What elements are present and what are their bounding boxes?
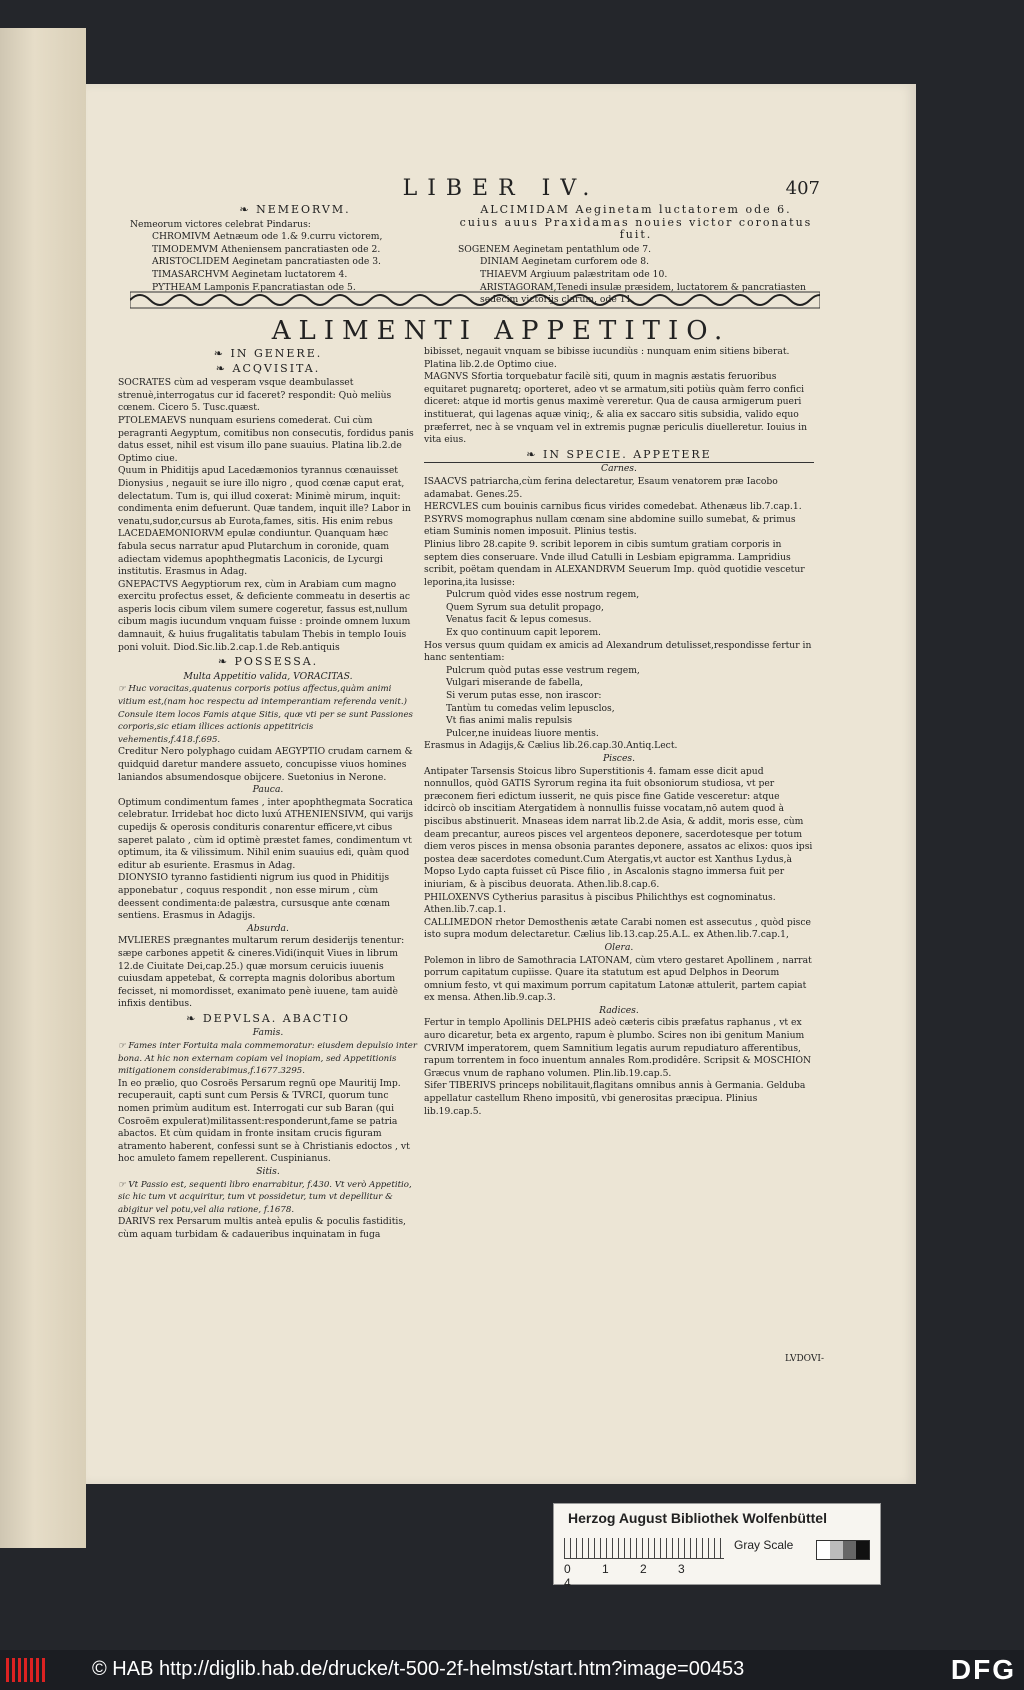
hab-label: Herzog August Bibliothek Wolfenbüttel <box>568 1510 827 1526</box>
ruler-number: 2 <box>640 1562 647 1576</box>
ruler-number: 0 <box>564 1562 571 1576</box>
note: ☞ Fames inter Fortuita mala commemoratur: eiusdem depulsio inter bona. At hic non externam copiam vel inopiam, sed Appetitionis mitigationem considerabimus,f.1677.3295. <box>118 1041 417 1077</box>
paragraph: MAGNVS Sfortia torquebatur facilè siti, quum in magnis æstatis feruoribus equitaret pugnaretq; oporteret, adeo vt se armatum,siti potiùs quàm ferro confici diceret: atque id mortis genus maximè vereretur. Qua de causa armigerum pueri instituerat, qui lagenas aquæ viniq;, & alia ex saccaro sitis subsidia, valido equo præferret, nec à se vnquam vel in extremis pugnæ periculis diuelleretur. Iouius in vita eius. <box>424 371 808 446</box>
paragraph: Plinius libro 28.capite 9. scribit leporem in cibis sumtum gratiam corporis in septem dies conseruare. Vnde illud Catulli in Lesbiam epigramma. Lampridius scribit, poëtam quendam in ALEXANDRVM Seuerum Imp. quòd quotidie vescetur leporina,ita lusisse: <box>424 538 805 588</box>
subheading: Multa Appetitio valida, VORACITAS. <box>183 670 353 682</box>
subheading: Pisces. <box>602 753 636 764</box>
verse-line: Si verum putas esse, non irascor: <box>446 690 602 702</box>
subheading: Pauca. <box>252 784 284 796</box>
paragraph: Sifer TIBERIVS princeps nobilitauit,flagitans omnibus annis à Germania. Gelduba appellatur castellum Rheno impositū, vbi generositas præcipua. Plinius lib.19.cap.5. <box>424 1080 806 1117</box>
subheading: Sitis. <box>256 1166 280 1177</box>
subheading: Carnes. <box>601 463 637 475</box>
subheading: Famis. <box>252 1027 284 1039</box>
list-line: ALCIMIDAM Aeginetam luctatorem ode 6. cuius auus Praxidamas nouies victor coronatus fuit. <box>459 203 813 242</box>
running-header: LIBER IV. <box>402 176 600 201</box>
paragraph: Optimum condimentum fames , inter apophthegmata Socratica celebratur. Irridebat hoc dicto luxú ATHENIENSIVM, qui varijs cupedijs & operosis condituris conarentur efficere,vt cibus saperet palato , cùm id optimè præstet fames, condimentum vt optimum, ita & vilissimum. Nihil enim suauius edi, quàm quod editur ab esuriente. Erasmus in Adag. <box>118 796 414 871</box>
dfg-logo: DFG <box>950 1654 1016 1685</box>
paragraph: Polemon in libro de Samothracia LATONAM, cùm vtero gestaret Apollinem , narrat porrum capitatum cupiisse. Quare ita statutum est apud Delphos in Deorum omnium festo, vt qui maximum porrum capitatum Latonæ attulerit, partem capiat ex mensa. Athen.lib.9.cap.3. <box>424 954 812 1004</box>
paragraph: Erasmus in Adagijs,& Cælius lib.26.cap.30.Antiq.Lect. <box>424 740 678 752</box>
paragraph: CALLIMEDON rhetor Demosthenis ætate Carabi nomen est assecutus , quòd pisce isto supra modum delectaretur. Cælius lib.13.cap.25.A.L. ex Athen.lib.7.cap.1, <box>424 916 811 941</box>
verse-line: Pulcrum quòd putas esse vestrum regem, <box>446 664 640 676</box>
note: ☞ Vt Passio est, sequenti libro enarrabitur, f.430. Vt verò Appetitio, sic hic tum vt acquiritur, tum vt possidetur, tum vt depellitur & abigitur vel potu,vel alia ratione, f.1678. <box>118 1179 412 1215</box>
left-column <box>118 346 418 1242</box>
paragraph: Antipater Tarsensis Stoicus libro Superstitionis 4. famam esse dicit apud nonnullos, quòd GATIS Syrorum regina ita fuit obsoniorum studiosa, vt per præconem fieri edictum iusserit, ne quis pisce fine Gatide vesceretur: atque idcircò ob inscitiam Atergatidem à nonnullis fuisse vocatam,nō autem quod à piscibus abstinuerit. Mnaseas idem narrat lib.2.de Asia, & addit, moris esse, cùm deam precantur, aureos pisces vel argenteos deponere, sacerdotesque per totum diem veros pisces in mensa obsonia parantes deponere, assatos ac elixos: quos ipsi postea deæ sacerdotes comedunt.Cum Atergatis,vt auctor est Xanthus Lydus,à Mopso Lydo capta fuisset cū Pisce filio , in Ascalonis stagno immersa fuit per iniuriam, & à piscibus deuorata. Athen.lib.8.cap.6. <box>424 765 813 890</box>
nemeorum-list-left <box>130 202 460 294</box>
paragraph: MVLIERES prægnantes multarum rerum desiderijs tenentur: sæpe carbones appetit & cineres.Vidi(inquit Viues in librum 12.de Ciuitate Dei,cap.25.) quæ morsum ceruicis iuuenis cuiusdam appetebat, & correpta magnis doloribus abortum fecisset, ni momordisset, exanimato penè iuuene, tam auidè infixis dentibus. <box>118 935 405 1010</box>
paragraph: Quum in Phiditijs apud Lacedæmonios tyrannus cœnauisset Dionysius , negauit se iure illo nigro , quod cœnæ caput erat, delectatum. Tum is, qui illud coxerat: Minimè mirum, inquit: condimenta enim defuerunt. Quæ tandem, inquit ille? Labor in venatu,sudor,cursus ab Eurota,fames, sitis. His enim rebus LACEDAEMONIORVM epulæ condiuntur. Quanquam hæc fabula secus narratur apud Plutarchum in coronide, quam adiectam videmus apophthegmatis Laconicis, de Lycurgi institutis. Erasmus in Adag. <box>118 465 411 578</box>
paragraph: PHILOXENVS Cytherius parasitus à piscibus Philichthys est cognominatus. Athen.lib.7.cap.1. <box>424 891 776 916</box>
list-line: PYTHEAM Lamponis F.pancratiastan ode 5. <box>152 281 356 293</box>
list-line: CHROMIVM Aetnæum ode 1.& 9.curru victorem, <box>152 231 383 243</box>
list-line: ❧ NEMEORVM. <box>239 203 351 216</box>
hab-logo-icon <box>6 1658 46 1682</box>
verse-line: Pulcrum quòd vides esse nostrum regem, <box>446 589 640 601</box>
paragraph: DARIVS rex Persarum multis anteà epulis & poculis fastiditis, cùm aquam turbidam & cadaueribus inquinatam in fuga <box>118 1216 406 1240</box>
viewer-footer <box>0 1650 1024 1690</box>
subheading: Radices. <box>599 1004 639 1016</box>
list-line: ARISTAGORAM,Tenedi insulæ præsidem, luctatorem & pancratiasten sedecim victorijs clarum, ode 11. <box>480 281 806 306</box>
heading: ❧ POSSESSA. <box>217 655 319 669</box>
paragraph: Hos versus quum quidam ex amicis ad Alexandrum detulisset,respondisse fertur in hanc sententiam: <box>424 639 812 664</box>
subheading: Olera. <box>604 941 634 953</box>
ruler-numbers <box>564 1562 744 1590</box>
heading: ❧ DEPVLSA. ABACTIO <box>186 1011 350 1025</box>
paragraph: ISAACVS patriarcha,cùm ferina delectaretur, Esaum venatorem præ Iacobo adamabat. Genes.25. <box>424 475 778 500</box>
paragraph: SOCRATES cùm ad vesperam vsque deambulasset strenuè,interrogatus cur id faceret? respondit: Quò meliùs cœnem. Cicero 5. Tusc.quæst. <box>118 377 392 414</box>
ruler-number: 4 <box>564 1576 571 1590</box>
list-line: ARISTOCLIDEM Aeginetam pancratiasten ode 3. <box>152 256 381 268</box>
page-number: 407 <box>785 178 820 199</box>
list-line: SOGENEM Aeginetam pentathlum ode 7. <box>458 243 652 255</box>
verse-line: Vt fias animi malis repulsis <box>446 715 573 727</box>
ruler-scale <box>564 1538 724 1559</box>
heading: ❧ IN GENERE. <box>213 347 323 360</box>
footer-url-link[interactable]: © HAB http://diglib.hab.de/drucke/t-500-2f-helmst/start.htm?image=00453 <box>92 1658 745 1680</box>
paragraph: Fertur in templo Apollinis DELPHIS adeò cæteris cibis præfatus raphanus , vt ex auro dicaretur, beta ex argento, rapum è plumbo. Scires non ibi genitum Manium CVRIVM imperatorem, quem Samnitium legatis aurum repudiaturo afferentibus, rapum torrentem in foco inuentum annales Rom.prodidêre. Scripsit & MOSCHION Græcus vnum de raphano volumen. Plin.lib.19.cap.5. <box>424 1017 812 1079</box>
paragraph: P.SYRVS momographus nullam cœnam sine abdomine suillo sumebat, & primus etiam Suminis nomen imposuit. Plinius testis. <box>424 513 796 538</box>
verse-line: Venatus facit & lepus comesus. <box>446 614 592 626</box>
paragraph: GNEPACTVS Aegyptiorum rex, cùm in Arabiam cum magno exercitu profectus esset, & deficiente commeatu in desertis ac asperis locis cibum vilem sumere cogeretur, fassus est,nullum cibum magis iucundum vnquam fuisse : proinde omnem luxum damnauit, & huius frugalitatis tabulam Thebis in templo Iouis poni voluit. Diod.Sic.lib.2.cap.1.de Reb.antiquis <box>118 578 411 653</box>
subheading: Absurda. <box>247 922 289 934</box>
heading: ❧ ACQVISITA. <box>215 361 321 375</box>
verse-line: Pulcer,ne inuideas liuore mentis. <box>446 727 599 739</box>
paragraph: DIONYSIO tyranno fastidienti nigrum ius quod in Phiditijs apponebatur , coquus respondit , non esse mirum , cùm deessent condimenta:de palæstra, cursusque ante cœnam sentiens. Erasmus in Adagijs. <box>118 872 390 922</box>
list-line: Nemeorum victores celebrat Pindarus: <box>130 218 311 230</box>
list-line: TIMODEMVM Atheniensem pancratiasten ode 2. <box>152 243 381 255</box>
verse-line: Tantùm tu comedas velim lepusclos, <box>446 702 615 714</box>
list-line: TIMASARCHVM Aeginetam luctatorem 4. <box>152 268 348 280</box>
ruler-number: 1 <box>602 1562 609 1576</box>
verse-line: Ex quo continuum capit leporem. <box>446 627 601 639</box>
hab-color-target <box>553 1503 881 1590</box>
facing-page-edge <box>0 28 86 1548</box>
paragraph: In eo prælio, quo Cosroës Persarum regnū ope Mauritij Imp. recuperauit, capti sunt cum Persis & TVRCI, quorum tunc nomen primùm auditum est. Interrogati cur sub Baran (qui Cosroëm expulerat)militassent:responderunt,fame se patria abactos. Et cùm quidam in fronte insitam crucis figuram atramento haberent, confessi sunt se à Christianis edoctos , vt hoc amuleto famem repellerent. Cuspinianus. <box>118 1077 410 1165</box>
catchword: LVDOVI- <box>785 1354 824 1364</box>
paragraph: PTOLEMAEVS nunquam esuriens comederat. Cui cùm peragranti Aegyptum, comitibus non consecutis, fordidus panis datus esset, nihil est visum illo pane suauius. Platina lib.2.de Optimo ciue. <box>118 414 414 464</box>
paragraph: Creditur Nero polyphago cuidam AEGYPTIO crudam carnem & quidquid daretur mandere assueto, concupisse viuos homines laniandos absumendosque obijcere. Suetonius in Nerone. <box>118 746 413 783</box>
right-column <box>424 346 814 1118</box>
verse-line: Vulgari miserande de fabella, <box>446 677 584 689</box>
verse-line: Quem Syrum sua detulit propago, <box>446 601 604 613</box>
list-line: THIAEVM Argiuum palæstritam ode 10. <box>480 268 668 280</box>
ornament-band <box>130 290 820 310</box>
paragraph: HERCVLES cum bouinis carnibus ficus virides comedebat. Athenæus lib.7.cap.1. <box>424 501 802 513</box>
heading: ❧ IN SPECIE. APPETERE <box>526 447 712 461</box>
note: ☞ Huc voracitas,quatenus corporis potius affectus,quàm animi vitium est,(nam hoc respectu ad intemperantiam referenda venit.) Consule item locos Famis atque Sitis, quæ vti per se sunt Passiones corporis,sic etiam illices actionis appetitricis vehementis,f.418.f.695. <box>118 684 413 745</box>
section-title: ALIMENTI APPETITIO. <box>271 316 731 346</box>
gray-scale-label: Gray Scale <box>734 1538 794 1552</box>
gray-scale-swatch <box>816 1540 870 1560</box>
paragraph: bibisset, negauit vnquam se bibisse iucundiùs : nunquam enim sitiens biberat. Platina lib.2.de Optimo ciue. <box>424 346 790 370</box>
ruler-number: 3 <box>678 1562 685 1576</box>
book-page <box>86 84 916 1484</box>
list-line: DINIAM Aeginetam curforem ode 8. <box>480 256 650 268</box>
